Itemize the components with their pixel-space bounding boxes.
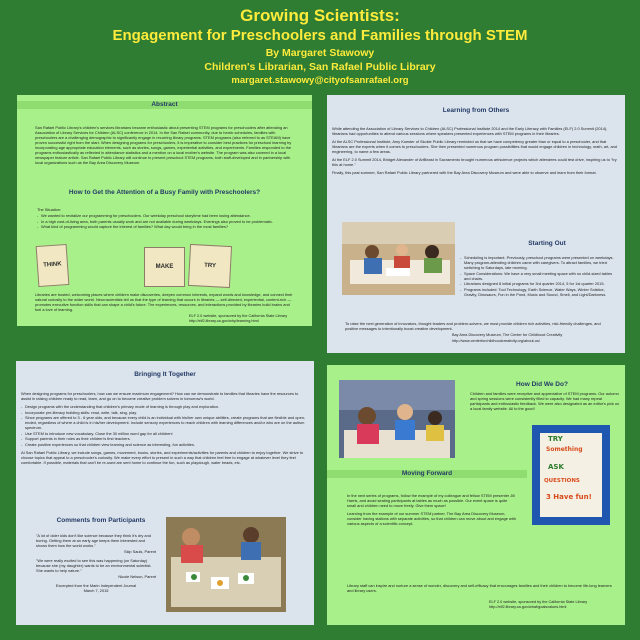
learning-paragraph: At the ELF 2.0 Summit 2014, Bridget Alexander of ArtBeast in Sacramento brought numerous art/science projects which attendees could test drive, inspiring us to "try this at home." (332, 157, 617, 167)
board-word-have-fun: 3 Have fun! (546, 493, 592, 501)
learning-panel (327, 95, 625, 353)
abstract-panel (17, 95, 312, 326)
forward-bottom-text: Library staff can inspire and nurture a sense of wonder, discovery and self-efficacy that encourages families and their children to become life-long learners and library users. (347, 583, 612, 593)
board-word-something: Something (546, 446, 583, 453)
attention-bottom-text: Libraries are trusted, welcoming places where children make discoveries, deepen common interests, expand words and knowledge, and connect their natural curiosity to the wider world. Neuroscientists tell us that the type of learning that occurs in libraries — self-directed, experiential, content-rich — promotes executive function skills that can shape a child's future. The experiences, resources, and interactions provided by libraries build brains and fuel a love of learning. (35, 292, 293, 312)
attention-caption-line1: ELF 2.0 website, sponsored by the California State Library (189, 314, 288, 318)
learning-text (332, 126, 620, 178)
attention-situation (37, 207, 292, 230)
poster-title-line1: Growing Scientists: (240, 6, 400, 25)
starting-caption-line1: Bay Area Discovery Museum, The Center for Childhood Creativity (452, 333, 563, 337)
learning-title: Learning from Others (442, 107, 510, 114)
comments-title: Comments from Participants (56, 517, 146, 524)
poster-author-email[interactable]: margaret.stawowy@cityofsanrafael.org (231, 75, 409, 86)
situation-item: - What kind of programming would capture the interest of families? What day would bring in the most families? (37, 224, 292, 229)
children-at-table-photo (342, 222, 455, 295)
situation-label: The Situation: (37, 207, 62, 212)
board-word-ask: ASK (548, 463, 564, 471)
together-panel (16, 361, 314, 625)
starting-photo (342, 222, 455, 295)
situation-item: - In a high cost-of-living area, both parents usually work and are not available during weekdays. Evenings also proved to be problematic. (37, 219, 292, 224)
together-list (21, 404, 309, 447)
quote-text: "A lot of older kids don't like science because they think it's dry and boring. Getting them at an early age keeps them interested and shows them how the world works." (36, 533, 151, 548)
children-experiment-photo (339, 380, 455, 458)
whiteboard-photo (532, 425, 610, 525)
together-item: - Design programs with the understanding that children's primary mode of learning is through play and exploration. (21, 404, 309, 409)
starting-title: Starting Out (528, 240, 566, 247)
starting-caption-line2[interactable]: http://www.centerforchildhoodcreativity.org/about-us/ (452, 339, 540, 343)
craft-table-photo (166, 517, 286, 612)
situation-list (37, 213, 292, 229)
quote-author: Nicole Nelson, Parent (118, 574, 156, 579)
did-panel (327, 365, 625, 625)
abstract-title: Abstract (151, 101, 178, 108)
forward-paragraph: Learning from the example of our summer STEM partner, The Bay Area Discovery Museum, consider having stations with separate activities, so that children can move about and engage with various aspects of a scientific concept. (347, 511, 516, 526)
learning-paragraph: At the ALSC Professional Institute, Amy Koester of Skokie Public Library reminded us that we have competency greater than or equal to a preschooler, and that librarians are the experts when it comes to preschoolers. She then presented numerous program possibilities that would engage children in technology, math, art, and engineering, to name a few areas. (332, 139, 617, 154)
attention-caption-line2[interactable]: http://elf2.library.ca.gov/why/learning.html (189, 319, 259, 323)
quote-source-line2: March 7, 2015 (83, 588, 109, 593)
forward-caption-line1: ELF 2.0 website, sponsored by the California State Library (489, 600, 588, 604)
together-title: Bringing It Together (134, 371, 196, 378)
learning-paragraph: Finally, this past summer, San Rafael Public Library partnered with the Bay Area Discovery Museum and were able to observe and learn from their format. (332, 170, 597, 175)
poster-header (0, 0, 640, 92)
forward-paragraph: In the next series of programs, follow the example of my colleague and fellow STEM presenter Jill Harris, and avoid seating participants at tables as much as possible. Our event space is quite small and children need to move freely. Give them space! (347, 493, 515, 508)
starting-item: - Librarians designed 8 initial programs for 3rd quarter 2014, 5 for 1st quarter 2015. (460, 281, 615, 286)
forward-text (347, 493, 517, 529)
together-item: - Support parents in their roles as their children's first teachers. (21, 436, 309, 441)
together-item: - Create positive experiences so that children view learning and science as interesting, fun activities. (21, 442, 309, 447)
situation-item: - We wanted to revitalize our programming for preschoolers. Our weekday preschool storytime had been losing attendance. (37, 213, 292, 218)
quote-author: Skip Sauls, Parent (123, 549, 156, 554)
did-title: How Did We Do? (516, 381, 568, 388)
forward-caption-line2[interactable]: http://elf2.library.ca.gov/what/goalsvalues.html (489, 605, 567, 609)
starting-bottom-text: To raise the next generation of innovators, thought leaders and problem-solvers, we must provide children rich activities, risk-friendly challenges, and positive messages to intentionally boost creative development. (345, 321, 601, 331)
forward-title: Moving Forward (401, 470, 453, 477)
together-item: - Incorporate pre-literacy building skills: read, write, talk, sing, play. (21, 410, 309, 415)
try-card: TRY (188, 244, 232, 288)
comments-quotes (36, 533, 156, 593)
together-item: - Use STEM to introduce new vocabulary. Close the 30 million word gap for all children! (21, 431, 309, 436)
quote-text: "We were really excited to see this was happening (on Saturday) because she (my daughter) wants to be an environmental scientist. She wants to help nature." (36, 558, 152, 573)
starting-item: - Space Considerations: We have a very small meeting space with no child-sized tables and chairs. (460, 271, 615, 281)
together-item: - Since programs are offered to 3 - 6 year olds, and because every child is an individual with his/her own unique abilities, create programs that are flexible and open-ended, regardless of where a child is in his/her development. Include sensory experiences to reach children with learning differences and/or who are on the autism spectrum. (21, 415, 309, 430)
poster-title-line2: Engagement for Preschoolers and Families through STEM (112, 27, 528, 44)
starting-item: - Scheduling is important. Previously, preschool programs were presented on weekdays. Many program-attending children came with caregivers. To attract families, we tried switching to Saturdays, late morning. (460, 255, 615, 270)
poster-author: By Margaret Stawowy (265, 47, 375, 59)
board-word-questions: QUESTIONS (544, 478, 580, 484)
starting-item: - Programs included: Tool Technology, Earth Science, Water Ways, Winter Solstice, Gravity, Dinosaurs, Fun in the Pond, Music and Sound, Smell, and Light/Darkness. (460, 287, 615, 297)
starting-list (460, 255, 615, 297)
comments-photo (166, 517, 286, 612)
abstract-text: San Rafael Public Library's children's services librarians became enthusiastic about presenting STEM programs for preschoolers after attending an Association of Library Services for Children (ALSC) conference in 2014. In the San Rafael community, due to hectic schedules, families with preschoolers are a challenging demographic to significantly engage in recurring library programs. STEM programs (also referred to as STEAM) have proven successful right from the start. When designing programs for preschoolers, it is imperative to consider best practices for preschool learning by incorporating age appropriate education elements, such as stories, songs, games, experiential activities, and experiments. Families responded to the programs enthusiastically as reflected in attendance statistics and a mention on a local mother's website. The program was also covered in a local newspaper feature article. San Rafael Public Library will continue to present preschool STEM programs, both staff-developed and in partnership with local organizations such as the Bay Area Discovery Museum. (35, 125, 292, 165)
together-text (21, 391, 309, 468)
together-closing: At San Rafael Public Library, we include songs, games, movement, books, stories, and experiments/activities for parents and children to enjoy together. We strive to choose topics that appeal to a preschooler's curiosity. We make every effort to present in such a way that children feel free to engage at whatever level they feel comfortable. If possible, materials that can't be re-used are sent home to continue the fun, such as playdough, water beads, etc. (21, 449, 304, 465)
think-card: THINK (36, 244, 70, 287)
starting-list-wrap (460, 255, 615, 297)
make-card: MAKE (144, 247, 185, 287)
quote-source-line1: Excerpted from the Marin Independent Journal (55, 583, 137, 588)
attention-title: How to Get the Attention of a Busy Family with Preschoolers? (68, 189, 261, 196)
did-photo (339, 380, 455, 458)
together-intro: When designing programs for preschoolers, how can we ensure maximum engagement? How can we demonstrate to families that libraries have the resources to assist in raising children ready to read, learn, and go on to become creative problem solvers in tomorrow's world. (21, 391, 299, 401)
board-word-try: TRY (548, 435, 563, 443)
poster-author-role: Children's Librarian, San Rafael Public Library (204, 61, 436, 73)
forward-board (532, 425, 610, 525)
did-text: Children and families were receptive and appreciative of STEM programs. Our autumn and spring sessions were consistently filled to capacity. We had many repeat participants and enthusiastic feedback. We were also designated as an editor's pick on a local family website. All to the good! (470, 391, 620, 411)
learning-paragraph: While attending the Association of Library Services to Children (ALSC) Professional Institute 2014 and the Early Literacy with Families (ELF) 2.0 Summit (2014), librarians had opportunities to attend various sessions where speakers presented experiences with STEM programs in their libraries. (332, 126, 608, 136)
